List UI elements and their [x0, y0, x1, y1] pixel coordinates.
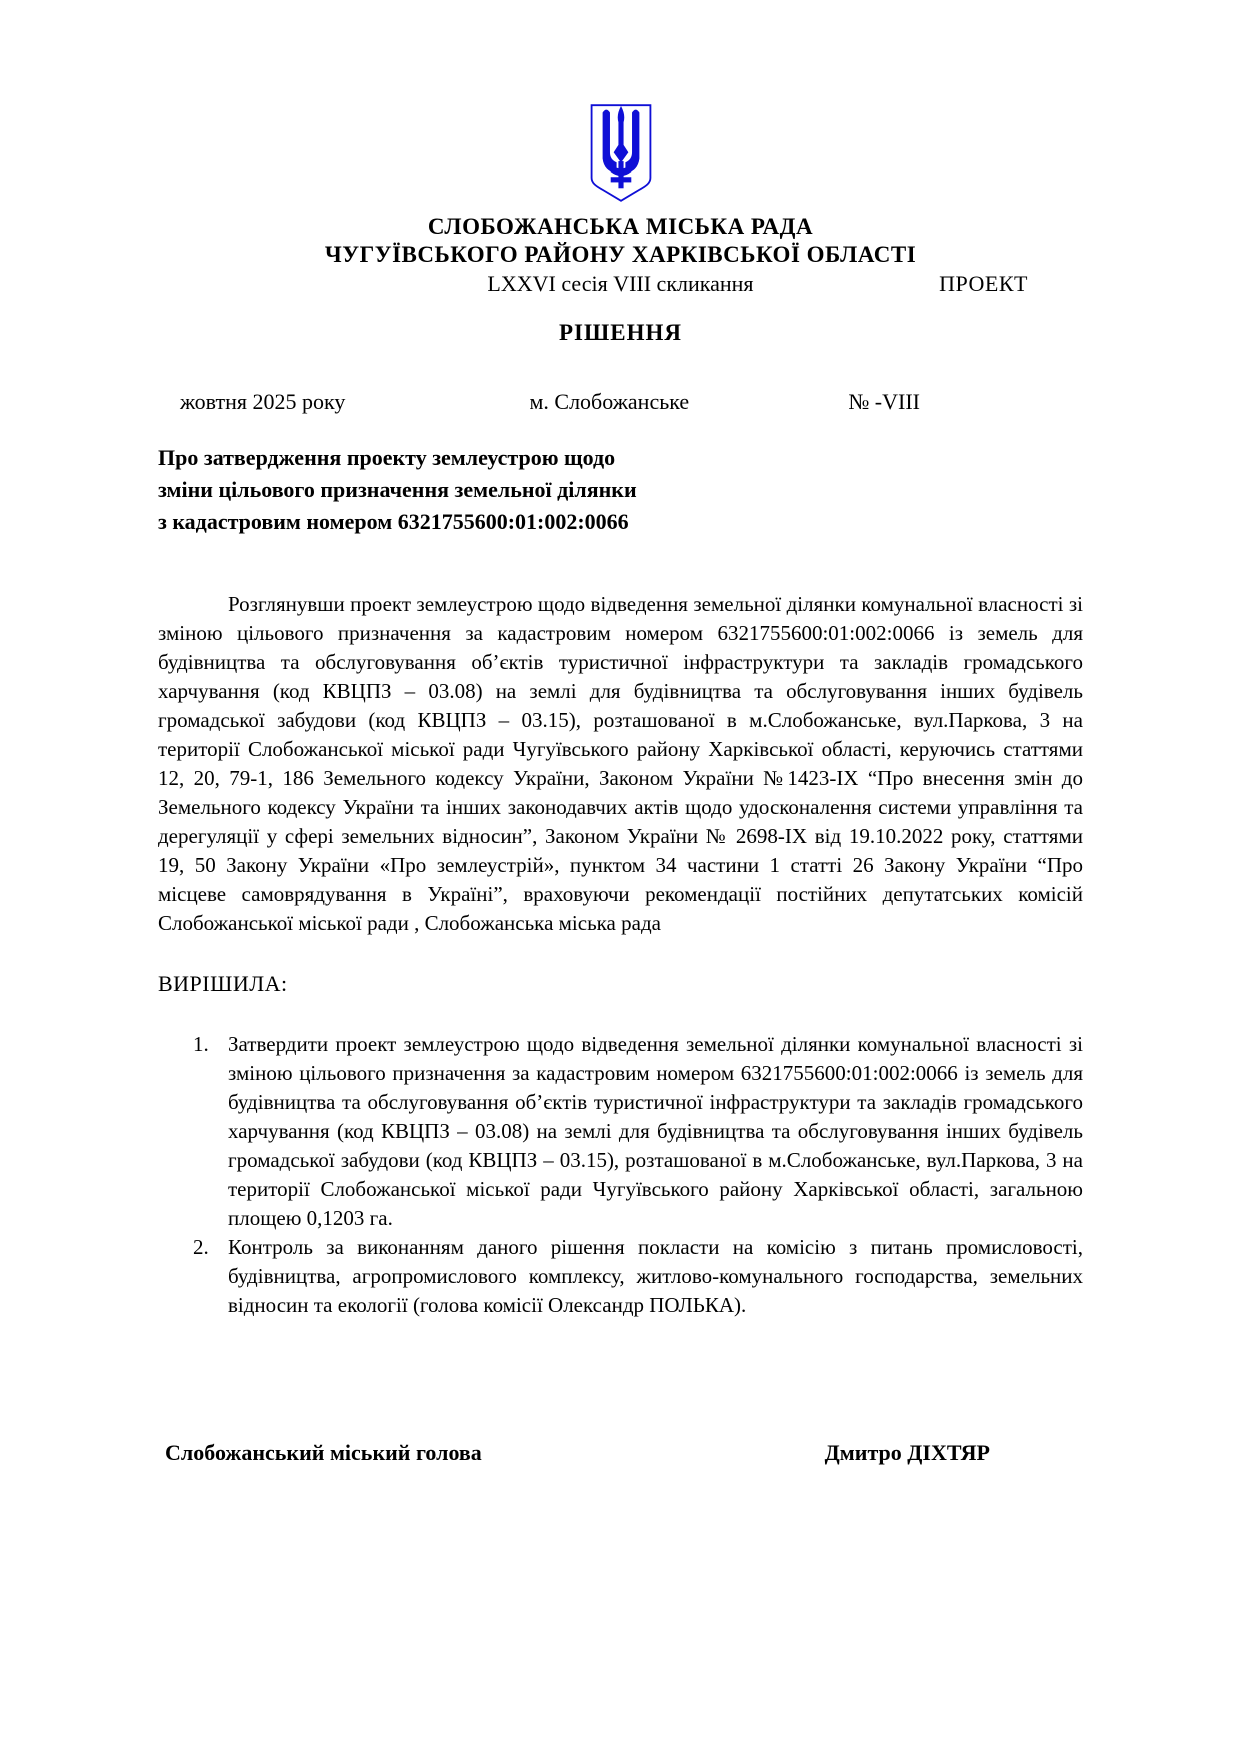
ukraine-trident-icon	[584, 103, 658, 203]
draft-label: ПРОЕКТ	[939, 271, 1028, 296]
council-name-line1: СЛОБОЖАНСЬКА МІСЬКА РАДА	[427, 214, 814, 239]
item-number: 2.	[193, 1235, 209, 1259]
issue-date: жовтня 2025 року	[180, 389, 346, 414]
preamble-paragraph	[158, 590, 1083, 938]
list-item	[193, 1030, 1083, 1233]
resolved-label: ВИРІШИЛА:	[158, 971, 288, 996]
subject-block	[158, 442, 1083, 538]
subject-line1: Про затвердження проекту землеустрою щодо	[158, 445, 616, 470]
emblem-container	[158, 103, 1083, 203]
decision-list	[158, 1030, 1083, 1320]
subject-line3: з кадастровим номером 6321755600:01:002:0066	[158, 509, 629, 534]
subject-line2: зміни цільового призначення земельної ділянки	[158, 477, 637, 502]
item-text: Контроль за виконанням даного рішення покласти на комісію з питань промисловості, будівництва, агропромислового комплексу, житлово-комунального господарства, земельних відносин та екології (голова комісії Олександр ПОЛЬКА).	[228, 1235, 1083, 1317]
session-row	[158, 270, 1083, 298]
council-name-line2: ЧУГУЇВСЬКОГО РАЙОНУ ХАРКІВСЬКОЇ ОБЛАСТІ	[324, 242, 917, 267]
preamble-text: Розглянувши проект землеустрою щодо відведення земельної ділянки комунальної власності зі зміною цільового призначення за кадастровим номером 6321755600:01:002:0066 із земель для будівництва та обслуговування об’єктів туристичної інфраструктури та закладів громадського харчування (код КВЦПЗ – 03.08) на землі для будівництва та обслуговування інших будівель громадської забудови (код КВЦПЗ – 03.15), розташованої в м.Слобожанське, вул.Паркова, 3 на території Слобожанської міської ради Чугуївського району Харківської області, керуючись статтями 12, 20, 79-1, 186 Земельного кодексу України, Законом України №1423-ІХ “Про внесення змін до Земельного кодексу України та інших законодавчих актів щодо удосконалення системи управління та дерегуляції у сфері земельних відносин”, Законом України № 2698-ІХ від 19.10.2022 року, статтями 19, 50 Закону України «Про землеустрій», пунктом 34 частини 1 статті 26 Закону України “Про місцеве самоврядування в Україні”, враховуючи рекомендації постійних депутатських комісій Слобожанської міської ради , Слобожанська міська рада	[158, 592, 1083, 935]
signature-title: Слобожанський міський голова	[165, 1440, 482, 1465]
document-content	[158, 0, 1083, 1468]
signature-name: Дмитро ДІХТЯР	[824, 1440, 990, 1465]
signature-row	[158, 1438, 1083, 1468]
date-row	[158, 388, 1083, 416]
list-item	[193, 1233, 1083, 1320]
council-header	[158, 213, 1083, 269]
item-text: Затвердити проект землеустрою щодо відведення земельної ділянки комунальної власності зі зміною цільового призначення за кадастровим номером 6321755600:01:002:0066 із земель для будівництва та обслуговування об’єктів туристичної інфраструктури та закладів громадського харчування (код КВЦПЗ – 03.08) на землі для будівництва та обслуговування інших будівель громадської забудови (код КВЦПЗ – 03.15), розташованої в м.Слобожанське, вул.Паркова, 3 на території Слобожанської міської ради Чугуївського району Харківської області, загальною площею 0,1203 га.	[228, 1032, 1083, 1230]
item-number: 1.	[193, 1032, 209, 1056]
issue-place: м. Слобожанське	[529, 389, 690, 414]
doc-type-title: РІШЕННЯ	[559, 320, 682, 345]
doc-number: № -VIII	[848, 389, 920, 414]
session-label: LXXVI сесія VIII скликання	[487, 271, 754, 296]
